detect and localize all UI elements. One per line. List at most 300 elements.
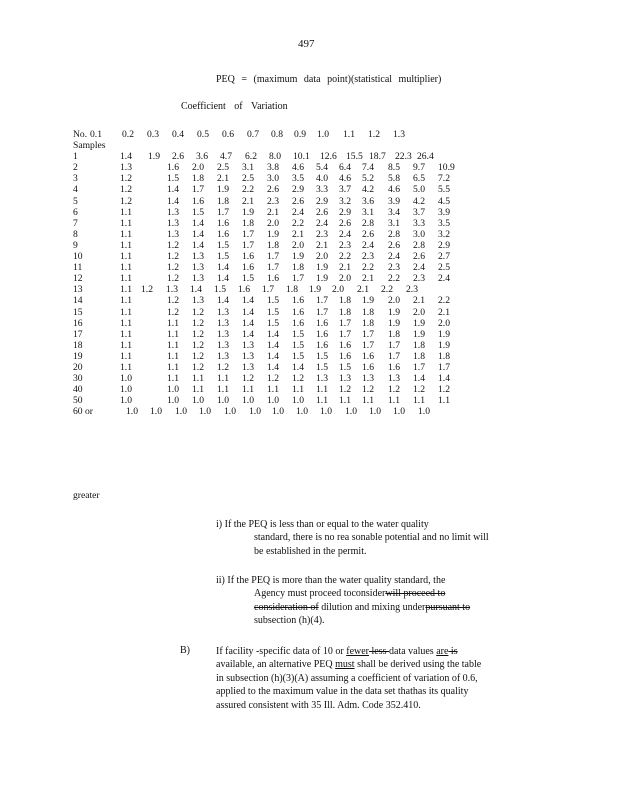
table-cell: 2.2 <box>292 217 304 229</box>
table-cell: 1.6 <box>388 361 400 373</box>
table-cell: 1.7 <box>362 339 374 351</box>
table-cell: 1.2 <box>120 195 132 207</box>
table-cell: 1.0 <box>296 406 308 418</box>
table-cell: 1.1 <box>120 239 132 251</box>
table-cell: 1.9 <box>413 317 425 329</box>
table-cell: 1.5 <box>217 251 229 263</box>
row-sample-count: 10 <box>73 251 83 263</box>
table-cell: 4.0 <box>316 173 328 185</box>
table-cell: 6.4 <box>339 162 351 174</box>
table-cell: 2.3 <box>388 262 400 274</box>
table-cell: 1.9 <box>316 262 328 274</box>
table-cell: 1.1 <box>120 361 132 373</box>
table-cell: 1.6 <box>242 262 254 274</box>
table-cell: 1.6 <box>362 361 374 373</box>
table-cell: 2.9 <box>339 206 351 218</box>
item-ii-text: dilution and mixing under <box>318 601 426 613</box>
table-cell: 1.3 <box>192 273 204 285</box>
table-cell: 6.5 <box>413 173 425 185</box>
table-cell: 3.7 <box>339 184 351 196</box>
table-cell: 2.0 <box>316 251 328 263</box>
table-cell: 1.1 <box>339 395 351 407</box>
table-cell: 2.3 <box>316 228 328 240</box>
table-cell: 1.2 <box>413 384 425 396</box>
row-sample-count: 6 <box>73 206 78 218</box>
table-cell: 1.5 <box>214 284 226 296</box>
table-cell: 2.1 <box>267 206 279 218</box>
item-ii-paragraph <box>216 574 470 628</box>
table-cell: 1.3 <box>167 217 179 229</box>
row-sample-count: 9 <box>73 239 78 251</box>
table-cell: 1.0 <box>120 373 132 385</box>
table-cell: 2.2 <box>339 251 351 263</box>
table-cell: 1.7 <box>339 317 351 329</box>
table-cell: 1.7 <box>267 262 279 274</box>
table-cell: 1.4 <box>242 328 254 340</box>
table-cell: 2.0 <box>292 239 304 251</box>
table-cell: 1.0 <box>393 406 405 418</box>
item-i-paragraph <box>216 518 489 558</box>
table-cell: 26.4 <box>417 151 434 163</box>
table-cell: 1.5 <box>339 361 351 373</box>
item-b-text: shall be derived using the table <box>354 659 482 671</box>
table-row-label-greater: greater <box>73 490 100 501</box>
table-cell: 1.1 <box>316 395 328 407</box>
table-cell: 1.2 <box>167 239 179 251</box>
table-cell: 1.5 <box>267 295 279 307</box>
struck-text: consideration of <box>254 601 319 613</box>
table-cell: 1.3 <box>192 295 204 307</box>
table-cell: 1.9 <box>242 206 254 218</box>
table-cell: 1.1 <box>242 384 254 396</box>
header-cov: 0.8 <box>271 129 283 140</box>
table-cell: 2.6 <box>413 251 425 263</box>
item-ii-text: Agency must proceed toconsider <box>254 588 386 600</box>
table-cell: 1.3 <box>166 284 178 296</box>
table-cell: 1.4 <box>413 373 425 385</box>
table-cell: 18.7 <box>369 151 386 163</box>
table-cell: 1.0 <box>369 406 381 418</box>
table-cell: 1.0 <box>267 395 279 407</box>
table-cell: 1.2 <box>167 273 179 285</box>
table-cell: 1.1 <box>120 206 132 218</box>
row-sample-count: 18 <box>73 339 83 351</box>
table-cell: 1.3 <box>192 251 204 263</box>
table-cell: 1.4 <box>242 295 254 307</box>
table-cell: 1.8 <box>362 317 374 329</box>
table-title: Coefficient of Variation <box>181 101 288 112</box>
table-cell: 3.0 <box>413 228 425 240</box>
table-cell: 3.9 <box>388 195 400 207</box>
table-cell: 1.1 <box>120 228 132 240</box>
inserted-text: fewer <box>346 646 369 657</box>
table-cell: 1.2 <box>192 339 204 351</box>
table-cell: 15.5 <box>346 151 363 163</box>
table-cell: 1.1 <box>217 373 229 385</box>
table-cell: 2.9 <box>316 195 328 207</box>
table-cell: 3.7 <box>413 206 425 218</box>
item-b-line-4: applied to the maximum value in the data set thathas its quality <box>216 686 469 698</box>
table-cell: 8.0 <box>269 151 281 163</box>
header-cov: 0.2 <box>122 129 134 140</box>
table-cell: 1.7 <box>316 295 328 307</box>
item-ii-line-4: subsection (h)(4). <box>254 615 325 627</box>
table-cell: 1.2 <box>120 173 132 185</box>
table-cell: 9.7 <box>413 162 425 174</box>
table-cell: 1.0 <box>120 384 132 396</box>
table-cell: 2.0 <box>438 317 450 329</box>
header-samples: Samples <box>73 140 106 152</box>
table-cell: 1.6 <box>292 295 304 307</box>
table-cell: 2.1 <box>413 295 425 307</box>
table-cell: 5.2 <box>362 173 374 185</box>
table-cell: 1.5 <box>292 328 304 340</box>
table-cell: 2.3 <box>362 251 374 263</box>
table-cell: 8.5 <box>388 162 400 174</box>
item-b-text: data values <box>389 646 437 657</box>
item-i-line-2: standard, there is no rea sonable potential and no limit will <box>254 532 489 544</box>
table-cell: 4.6 <box>388 184 400 196</box>
table-cell: 1.2 <box>167 306 179 318</box>
table-cell: 2.3 <box>267 195 279 207</box>
table-cell: 3.1 <box>388 217 400 229</box>
table-cell: 4.5 <box>438 195 450 207</box>
inserted-text: must <box>335 659 355 671</box>
table-cell: 1.6 <box>316 328 328 340</box>
table-cell: 1.3 <box>217 339 229 351</box>
table-cell: 1.4 <box>190 284 202 296</box>
table-cell: 1.1 <box>120 328 132 340</box>
row-sample-count: 8 <box>73 228 78 240</box>
table-cell: 2.4 <box>292 206 304 218</box>
table-cell: 2.0 <box>388 295 400 307</box>
table-cell: 1.7 <box>388 350 400 362</box>
table-cell: 6.2 <box>245 151 257 163</box>
table-cell: 1.5 <box>267 317 279 329</box>
table-cell: 1.2 <box>242 373 254 385</box>
table-cell: 1.3 <box>120 162 132 174</box>
header-cov: 0.7 <box>247 129 259 140</box>
table-cell: 2.4 <box>388 251 400 263</box>
table-cell: 1.5 <box>316 350 328 362</box>
table-cell: 1.8 <box>267 239 279 251</box>
table-cell: 1.1 <box>167 339 179 351</box>
table-cell: 1.3 <box>388 373 400 385</box>
table-cell: 1.3 <box>242 350 254 362</box>
table-cell: 2.6 <box>362 228 374 240</box>
table-cell: 1.4 <box>192 228 204 240</box>
table-cell: 1.0 <box>292 395 304 407</box>
table-cell: 3.2 <box>339 195 351 207</box>
table-cell: 1.7 <box>438 361 450 373</box>
table-cell: 2.3 <box>413 273 425 285</box>
table-cell: 1.1 <box>217 384 229 396</box>
table-cell: 4.2 <box>362 184 374 196</box>
table-cell: 2.1 <box>217 173 229 185</box>
table-cell: 1.7 <box>267 251 279 263</box>
table-cell: 3.1 <box>242 162 254 174</box>
table-cell: 3.5 <box>438 217 450 229</box>
table-cell: 1.3 <box>167 228 179 240</box>
table-cell: 2.5 <box>242 173 254 185</box>
header-cov: 1.0 <box>317 129 329 140</box>
table-cell: 5.8 <box>388 173 400 185</box>
table-cell: 1.4 <box>242 317 254 329</box>
table-cell: 2.0 <box>413 306 425 318</box>
table-cell: 1.1 <box>267 384 279 396</box>
item-b-line-5: assured consistent with 35 Ill. Adm. Code 352.410. <box>216 699 421 711</box>
table-cell: 1.9 <box>316 273 328 285</box>
table-cell: 22.3 <box>395 151 412 163</box>
table-cell: 3.0 <box>267 173 279 185</box>
table-cell: 1.3 <box>242 339 254 351</box>
table-cell: 1.5 <box>217 239 229 251</box>
table-cell: 1.3 <box>362 373 374 385</box>
table-cell: 1.3 <box>316 373 328 385</box>
header-cov: 0.6 <box>222 129 234 140</box>
row-sample-count: 3 <box>73 173 78 185</box>
row-sample-count: 50 <box>73 395 83 407</box>
table-cell: 4.6 <box>292 162 304 174</box>
table-cell: 2.1 <box>362 273 374 285</box>
table-cell: 1.3 <box>217 317 229 329</box>
row-sample-count: 60 or <box>73 406 93 418</box>
page-number: 497 <box>298 38 315 50</box>
table-cell: 2.8 <box>362 217 374 229</box>
table-cell: 2.0 <box>339 273 351 285</box>
table-cell: 1.0 <box>242 395 254 407</box>
table-cell: 1.8 <box>339 306 351 318</box>
table-cell: 1.7 <box>292 273 304 285</box>
table-cell: 1.6 <box>339 350 351 362</box>
table-cell: 1.9 <box>362 295 374 307</box>
table-cell: 2.5 <box>217 162 229 174</box>
table-cell: 2.8 <box>388 228 400 240</box>
table-cell: 1.2 <box>217 361 229 373</box>
table-cell: 1.3 <box>192 262 204 274</box>
table-cell: 2.2 <box>242 184 254 196</box>
table-cell: 1.5 <box>316 361 328 373</box>
header-cov: 1.1 <box>343 129 355 140</box>
header-cov: 0.1 <box>90 129 102 140</box>
table-cell: 12.6 <box>320 151 337 163</box>
table-cell: 1.6 <box>362 350 374 362</box>
table-cell: 1.4 <box>167 184 179 196</box>
table-cell: 1.3 <box>217 350 229 362</box>
row-sample-count: 2 <box>73 162 78 174</box>
table-cell: 1.1 <box>438 395 450 407</box>
inserted-text: are <box>436 646 449 657</box>
table-cell: 1.6 <box>292 306 304 318</box>
table-cell: 1.2 <box>388 384 400 396</box>
table-cell: 1.3 <box>217 328 229 340</box>
table-cell: 1.7 <box>217 206 229 218</box>
table-cell: 1.9 <box>388 317 400 329</box>
item-b-text: If facility -specific data of 10 or <box>216 646 347 657</box>
table-cell: 1.8 <box>339 295 351 307</box>
table-cell: 1.9 <box>292 251 304 263</box>
header-cov: 1.2 <box>368 129 380 140</box>
table-cell: 2.0 <box>192 162 204 174</box>
item-b-label: B) <box>180 645 190 656</box>
struck-text: is <box>448 646 458 657</box>
struck-text: will proceed to <box>385 588 446 600</box>
table-cell: 2.4 <box>362 239 374 251</box>
table-cell: 1.4 <box>217 295 229 307</box>
table-cell: 1.0 <box>150 406 162 418</box>
table-cell: 1.8 <box>413 350 425 362</box>
table-cell: 5.0 <box>413 184 425 196</box>
table-cell: 1.4 <box>267 361 279 373</box>
table-cell: 1.9 <box>438 328 450 340</box>
table-cell: 1.6 <box>267 273 279 285</box>
table-cell: 1.4 <box>192 239 204 251</box>
item-ii-line-2 <box>216 587 470 600</box>
table-cell: 1.2 <box>192 317 204 329</box>
table-cell: 1.6 <box>167 162 179 174</box>
table-cell: 1.7 <box>316 306 328 318</box>
table-cell: 1.6 <box>292 317 304 329</box>
header-cov: 0.9 <box>294 129 306 140</box>
table-cell: 10.1 <box>293 151 310 163</box>
table-cell: 1.0 <box>418 406 430 418</box>
table-cell: 1.7 <box>339 328 351 340</box>
item-i-line-3: be established in the permit. <box>254 545 367 557</box>
table-cell: 3.8 <box>267 162 279 174</box>
table-cell: 1.1 <box>120 339 132 351</box>
table-cell: 1.2 <box>167 251 179 263</box>
table-cell: 1.0 <box>249 406 261 418</box>
table-cell: 1.2 <box>192 361 204 373</box>
table-cell: 1.8 <box>192 173 204 185</box>
table-cell: 2.7 <box>438 251 450 263</box>
table-cell: 1.4 <box>217 273 229 285</box>
table-cell: 1.7 <box>413 361 425 373</box>
table-cell: 1.1 <box>167 328 179 340</box>
table-cell: 1.1 <box>120 350 132 362</box>
table-cell: 1.4 <box>267 328 279 340</box>
row-sample-count: 19 <box>73 350 83 362</box>
table-cell: 2.1 <box>242 195 254 207</box>
table-cell: 1.4 <box>267 339 279 351</box>
table-cell: 1.4 <box>167 195 179 207</box>
table-cell: 7.2 <box>438 173 450 185</box>
item-b-text: available, an alternative PEQ <box>216 659 336 671</box>
table-cell: 1.2 <box>192 350 204 362</box>
table-cell: 2.1 <box>339 262 351 274</box>
table-cell: 1.2 <box>141 284 153 296</box>
table-cell: 1.4 <box>438 373 450 385</box>
table-cell: 3.3 <box>413 217 425 229</box>
table-cell: 1.1 <box>120 273 132 285</box>
table-cell: 2.4 <box>438 273 450 285</box>
table-cell: 2.6 <box>388 239 400 251</box>
table-cell: 1.9 <box>438 339 450 351</box>
table-cell: 2.8 <box>413 239 425 251</box>
table-cell: 1.2 <box>167 262 179 274</box>
table-cell: 1.9 <box>267 228 279 240</box>
item-b-line-3: in subsection (h)(3)(A) assuming a coefficient of variation of 0.6, <box>216 672 478 684</box>
row-sample-count: 15 <box>73 306 83 318</box>
item-b-paragraph <box>216 645 481 712</box>
table-cell: 2.9 <box>292 184 304 196</box>
table-cell: 1.4 <box>217 262 229 274</box>
table-cell: 1.2 <box>120 184 132 196</box>
table-cell: 10.9 <box>438 162 455 174</box>
table-cell: 1.1 <box>120 217 132 229</box>
row-sample-count: 13 <box>73 284 83 296</box>
table-cell: 2.6 <box>172 151 184 163</box>
peq-formula: PEQ = (maximum data point)(statistical multiplier) <box>216 74 442 85</box>
table-cell: 1.9 <box>148 151 160 163</box>
table-cell: 3.2 <box>438 228 450 240</box>
item-b-line-1 <box>216 645 481 658</box>
table-cell: 1.6 <box>316 339 328 351</box>
struck-text: pursuant to <box>425 601 471 613</box>
table-cell: 2.4 <box>413 262 425 274</box>
table-cell: 1.9 <box>309 284 321 296</box>
table-cell: 1.7 <box>242 228 254 240</box>
table-cell: 1.4 <box>292 361 304 373</box>
table-cell: 1.5 <box>242 273 254 285</box>
table-cell: 1.1 <box>167 350 179 362</box>
table-cell: 2.1 <box>438 306 450 318</box>
table-cell: 1.2 <box>438 384 450 396</box>
table-cell: 1.1 <box>120 284 132 296</box>
table-cell: 2.9 <box>438 239 450 251</box>
table-cell: 1.6 <box>242 251 254 263</box>
table-cell: 2.6 <box>267 184 279 196</box>
table-cell: 1.0 <box>199 406 211 418</box>
table-cell: 5.5 <box>438 184 450 196</box>
table-cell: 1.0 <box>120 395 132 407</box>
table-cell: 2.0 <box>332 284 344 296</box>
table-cell: 2.5 <box>438 262 450 274</box>
row-sample-count: 4 <box>73 184 78 196</box>
table-cell: 1.0 <box>167 384 179 396</box>
table-cell: 1.1 <box>192 384 204 396</box>
row-sample-count: 40 <box>73 384 83 396</box>
table-cell: 1.1 <box>120 251 132 263</box>
table-cell: 3.4 <box>388 206 400 218</box>
table-cell: 1.1 <box>413 395 425 407</box>
table-cell: 1.0 <box>192 395 204 407</box>
table-cell: 1.3 <box>217 306 229 318</box>
table-cell: 1.7 <box>242 239 254 251</box>
table-cell: 2.6 <box>292 195 304 207</box>
table-cell: 1.5 <box>167 173 179 185</box>
row-sample-count: 1 <box>73 151 78 163</box>
table-cell: 1.1 <box>167 373 179 385</box>
table-cell: 1.0 <box>345 406 357 418</box>
table-cell: 2.2 <box>381 284 393 296</box>
table-cell: 2.1 <box>292 228 304 240</box>
table-cell: 1.1 <box>120 306 132 318</box>
table-cell: 1.5 <box>192 206 204 218</box>
table-cell: 1.3 <box>167 206 179 218</box>
table-cell: 1.0 <box>175 406 187 418</box>
table-cell: 3.6 <box>362 195 374 207</box>
table-cell: 2.3 <box>406 284 418 296</box>
table-cell: 1.2 <box>167 295 179 307</box>
table-cell: 1.6 <box>316 317 328 329</box>
table-cell: 2.3 <box>339 239 351 251</box>
table-cell: 2.6 <box>339 217 351 229</box>
table-cell: 1.4 <box>120 151 132 163</box>
table-cell: 4.7 <box>220 151 232 163</box>
table-cell: 1.5 <box>292 339 304 351</box>
table-cell: 1.1 <box>292 384 304 396</box>
